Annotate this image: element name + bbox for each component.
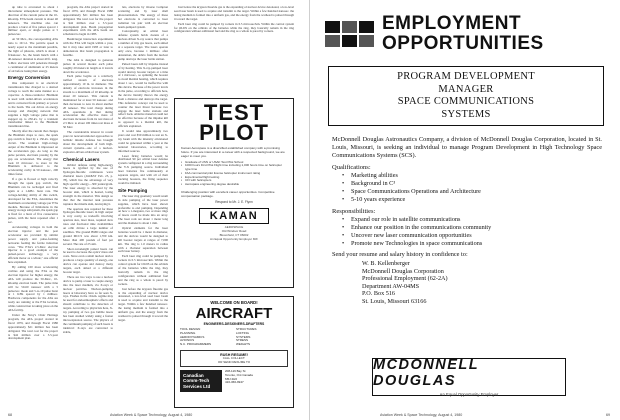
address-line: St. Louis, Missouri 63166: [362, 297, 427, 305]
section-heading: Site Pumping: [118, 187, 148, 193]
list-item: ▪ 1000 hours First Pilot Flight time including 1,000 hours time on helicopter type time: [181, 164, 287, 171]
list-item: • 5-10 years experience: [342, 196, 602, 204]
employment-header: [322, 8, 608, 60]
list-item: • Background in C³: [342, 180, 602, 188]
position-title-line: PROGRAM DEVELOPMENT: [397, 71, 535, 82]
ad-headline: AIRCRAFT: [195, 305, 273, 322]
paragraph: Accelerating voltages in both the electron injector and the post accelerator are provided by similar power supply and pulse-forming networks feeding the ferrite induction cores. "The ETA's 2.5-Mev. electron injector is a good example of the pulsed-power technology, a very efficient motor as a whole," one official here explained.: [8, 225, 58, 265]
list-item: • Promote new Technologies in space communications: [342, 240, 602, 248]
mcdonnell-douglas-logo-box: [372, 358, 566, 396]
list-item: LOFTING: [236, 330, 250, 335]
list-item: • Space Communications Operations and Architecture: [342, 188, 602, 196]
paragraph: Just before the krypton fluoride gas is the expanding of nuclear device detonated, a low-level seed laser beam is used to acquire and transmit to the target. Within a few hundred nanosec. the lasing medium is formed into a uniform gas, and the energy from the warhead is pulsed through it toward the target.: [118, 286, 168, 322]
position-title-line: SYSTEMS: [441, 108, 491, 120]
list-item: • Expand our role in satellite communications: [342, 216, 602, 224]
address-line: McDonnell Douglas Corporation: [362, 267, 444, 275]
contact-line: CALL COLLECT:: [222, 355, 246, 360]
contact-line: OR SEND RESUME TO: [217, 359, 251, 364]
paragraph: up tube is evacuated to about 1 micrometer atmospheric pressure. The direction of the current pulse in the 10-kilostrip. ETA beam current is about 40 nanosecs. The machine also can produce a burst of five pulses spaced 1 millisec apart, or single pulses at 5 pulses/sec.: [8, 6, 58, 37]
list-item: WEIGHTS: [236, 342, 250, 347]
paragraph: Optical elements for the laser batteries would be 1 meter in diameter, and the devices would be designed to kill booster targets at ranges of 7,000 km. The ring is 1.0 meters in radius with a 16-meter separation between each laser battery.: [118, 226, 168, 254]
mailing-address: [362, 260, 602, 306]
paragraph: At 50 Mev., the corresponding ATA ratio is 10/1.2. The particle speed is nearly equal to the maximum possible, the light of photons, which is about 1 ft/nanosec. So, the beam bunch with a 40-nanosec duration is about 40 ft. long. 5-Mev. electrons will penetrate through a centimeter of aluminum or 25 meters of air before losing their energy.: [8, 37, 58, 73]
logo-subtitle: AEROSPACE: [224, 225, 244, 230]
list-item: ▪ Experimental flight testing: [181, 176, 287, 180]
list-item: TOOL DESIGN: [180, 327, 201, 331]
paragraph: It would take approximately two years and cost $50 million to test an X-ray beam with the intensity envisioned could be generated within a year at the national laboratories, according to informed sources.: [118, 129, 168, 153]
job-description: [332, 136, 602, 306]
paragraph: Just before the krypton fluoride gas is the expanding of nuclear device detonated, a low-level seed laser beam is used to acquire and transmit to the target. Within a few hundred nanosec. the lasing medium is formed into a uniform gas, and the energy from the warhead is pulsed through it toward the target.: [174, 6, 294, 21]
mcdonnell-douglas-logo: MCDONNELL DOUGLAS: [373, 357, 479, 389]
list-item: • Marketing abilities: [342, 172, 602, 180]
paragraph: The aperture size required for these hydrogen-fluoride lasers in high output is very costly, so tradeoffs involving aperture size, laser mass, required slew rates and fractional time availabilities on orbit dictate a large number of satellites. The ground BMD ranges and ground MCCS was about 1,700 km. More than 400 pounds of fuel per second. The rate of 25 atm.: [63, 206, 113, 246]
ad-headline: PILOT: [199, 120, 269, 145]
paragraph: Conceptually, an orbital laser defense system holds dozens of a nuclear-driven X-ray source that pumps a number of tiny gas lasers, each aimed at a separate target. The lasers operate only once, because 1 millisec. after detonation, the debris from the nuclear pump destroys the laser battle station.: [118, 29, 168, 61]
qualifications-label: Qualifications:: [332, 164, 371, 171]
address-line: Bloomfield, CT 06002: [219, 233, 249, 238]
list-item: ▪ CFI with helicopters: [181, 179, 287, 183]
responsibilities-list: [342, 216, 602, 248]
logo-line: Comm-Tech: [183, 378, 210, 384]
paragraph: Each laser ring could be pumped by rockets in 0.5 microsec/km. Within the control system for OLDS on the orbitals of the batteries while the ring, they basically remain in the ring configuration without additional fuel and the ring as a whole is pared by rockets.: [118, 254, 168, 286]
paragraph: Under the Navy's Chair Heritage program, the ATA project started in fiscal 1979, and through Fiscal 1980 approximately $21 million has been obligated. The total cost for the project is $42 million over a 3.5-year development plan.: [8, 312, 58, 341]
paragraph: lets, electrons by inverse Compton scattering and by laser shell photoionization. The energy of these hot electrons is converted to laser radiation via pair with an electron beam-pumped system.: [118, 6, 168, 29]
paragraph: The ATA is designed to generate pulses in several modes: each pulse roughly 20 meters in length as it travels down the accelerator.: [63, 57, 113, 74]
running-footer: Aviation Week & Space Technology, August 4, 1980: [110, 413, 193, 417]
job-intro: McDonnell Douglas Astronautics Company, a division of McDonnell Douglas Corporation, located in St. Louis, Missouri, is seeking an individual to manage Program Development in High Technology Space Communications Systems (SCS).: [332, 136, 602, 159]
ad-requirements: [181, 161, 287, 187]
address-line: 208-119 Bay St: [225, 369, 246, 374]
position-title-line: SPACE COMMUNICATIONS: [397, 96, 535, 107]
article-column-2: [63, 6, 113, 410]
list-item: SYSTEMS: [236, 334, 251, 339]
section-title: [382, 14, 544, 54]
contact-box: [180, 350, 288, 367]
paragraph: Pulsed lasers kill by impulse instead of by heating. This X-ray-pumped laser would destroy booster targets at a time of 1 microsec., so spinning the booster to avoid thermal heating, which requires about 1 sec., would be ineffective with this device. Because of the power levels in the pulse, according to officials here, the device literally throws the energy from a distance and destroys the target. This defensive concept can be used to counter the laser threat because two engage the laser battle stations and reflect back. Ablative material could not be effective because of the impulse kill as opposed to a thermal kill, the officials explained.: [118, 61, 168, 129]
list-item: • Uncover new laser communication opportunities: [342, 232, 602, 240]
section-title-line: OPPORTUNITIES: [382, 33, 544, 54]
contact-heading: RUSH RESUME!: [220, 352, 248, 357]
paragraph: Laser firing batteries would be distributed 90 per orbital laser defense system configured in a ring surrounding the Y-X pumping source. Individual laser batteries fire continuously at separate targets, and with all of their tracking boosters, the firing sequence would be initiated.: [118, 153, 168, 185]
ad-body: Kaman Aerospace is a diversified established company with a promising future. If you are interested in a career with a respected background, we are eager to meet you.: [181, 146, 285, 158]
paragraph: Each pulse begins as a relatively rarified stream of electrons approximately 10 m. in diameter. The density of electrons increases in the stream to a maximum of 10 kiloamp. in about 20 nanosec. This current is maintained for at least 50 nanosec. and then decreases to zero in about another 20 nanosec. The total charge during ATA operations is that during acceleration the effective mass of electrons increases from its rest mass of 2.5 Mev. to about 100 times rest mass at 50 Mev.: [63, 74, 113, 130]
address-line: P.O. Box 516: [362, 290, 396, 298]
article-column-1: [8, 6, 58, 410]
paragraph: Beam/target interaction experiments with the ETA will begin within a year, but it may take until 1983 or later to demonstrate that beam propagation is feasible.: [63, 37, 113, 57]
ad-tagline: Challenging position with excellent career opportunities. Competitive compensation package.: [181, 189, 275, 198]
list-item: ▪ Aerospace engineering degree desirable: [181, 183, 287, 187]
kaman-logo: KAMAN: [199, 208, 269, 224]
roles-list: [180, 328, 288, 347]
employment-logo-icon: [322, 12, 376, 56]
running-footer: Aviation Week & Space Technology, August 4, 1980: [380, 413, 463, 417]
paragraph: If a gas is flowed at high velocity through the spark gap switch, the Blumlein can be recharged and fired again at a 1-KHz. burst rate. The voltage-holding ability of this switch, developed for the ETA, determines the maximum accelerating voltage per ETA module. Because of limitations in the energy storage subsystem, the spark gap is fired for a burst of five consecutive pulses, with the burst repeated after 1 sec.: [8, 177, 58, 225]
aircraft-ad: [174, 296, 294, 408]
section-title-line: EMPLOYMENT: [382, 13, 522, 34]
eeo-line: An Equal Opportunity Employer: [439, 392, 499, 397]
position-title-line: MANAGER: [438, 83, 494, 95]
list-item: • Enhance our position in the communications community: [342, 224, 602, 232]
address-line: W. B. Kellenberger: [362, 260, 410, 267]
address-line: Professional Employment (62-2A): [362, 275, 448, 283]
address-line: Toronto, Ont Canada: [225, 372, 253, 377]
ad-footer: [180, 370, 288, 392]
list-item: STRUCTURES: [236, 327, 257, 331]
logo-line: Canadian: [183, 373, 204, 379]
address-line: Old Windsor Road: [221, 229, 247, 234]
right-page: [310, 0, 620, 420]
list-item: PLANNING: [180, 330, 196, 335]
roles-left: [180, 328, 232, 347]
list-item: ▪ Graduate of USN or USAF Test Pilot School: [181, 161, 287, 165]
qualifications-list: [342, 172, 602, 204]
address-line: Department AW-04MS: [362, 282, 420, 290]
page-number: 69: [606, 413, 610, 417]
position-title-box: [328, 66, 604, 126]
list-item: STRESS: [236, 338, 249, 343]
page-number: 68: [8, 413, 12, 417]
paragraph: By adding 100 more accelerating cavities and using the ETA as the electron injector for higher energy, the ATA will produce the 50-Mev., 10-kiloamp electron beam. The pulse time will be 50-60 nanosec with a 5 pulse/sec. mode and 5-to-10 pulse burst at 1 KHz spaced by 1 millisec. Hardware components for the ATA are ready are running at the ETA location, while construction is taking place on the ATA facility.: [8, 265, 58, 313]
ad-welcome: WELCOME ON BOARD!: [210, 300, 258, 305]
article-column-3: [118, 6, 168, 410]
roles-right: [236, 328, 288, 347]
ad-address: [225, 370, 253, 392]
phone-line: 416-366-9947: [225, 380, 244, 385]
paragraph: There are two ways to use a nuclear device to pump a laser to couple energy into the laser medium, via X-rays or nuclear particles. Nuclear-pumping lasers at laboratory have so far seen X-rays. Flashes in the 10-km. regime may be used for endoatmospheric effects and should contribute to the detection of targets. According to physicists here, X-ray pumping of two gas bubble lasers has been studied widely using a fusion microexplosion source. The physics of the continuum pumping of such lasers is identical: X-rays are converted to stable,: [63, 274, 113, 334]
list-item: AVIONICS: [180, 338, 195, 343]
paragraph: The laser ring geometry would result in side pumping of the laser power supplies, which have been shown preferable to end pumping. Depending on how a 1-megaton, two or more rings of lasers could be made into an array. The laser rods are about 1 meter long and the diameter is about 1 mm.: [118, 193, 168, 226]
section-heading: Chemical Lasers: [63, 156, 100, 162]
ad-tag: ENGINEERS-DESIGNERS-DRAFTERS: [203, 322, 265, 326]
responsibilities-label: Responsibilities:: [332, 208, 376, 215]
paragraph: One component is an electrical transmission line charged to a desired voltage to reach the same manner as a capacitor. A three-conductor Blumlein is used with radial-driven accelerators and is converted from primary ac power to the beam. The out drives an energy storage and charging network that supplies a high voltage pulse that is stepped up to 250-kv. by a transient transformer linked to the Blumlein transmission line.: [8, 81, 58, 129]
paragraph: The considerable interest in recent years in nonconventional approaches to ballistic missile defense has brought about the development of both high-current systems—one of a nuclear-explosive-driven orbital laser system.: [63, 130, 113, 154]
address-line: M5J 2H6: [225, 376, 238, 381]
test-pilot-ad: [174, 98, 294, 288]
paragraph: program, the ATA project started in fiscal 1979, and through Fiscal 1980 approximately $21 million has been obligated. The total cost for the project is $42 million over a 3.5-year development plan. Beam propagation experiments with the ATA beam are scheduled to begin in 1983.: [63, 6, 113, 37]
eeo-line: An Equal Opportunity Employer M/F: [209, 236, 259, 241]
paragraph: Each laser ring could be pumped by rockets in 0.5 microsec/km. Within the control system for OLDS on the orbitals of the batteries while the ring, they basically remain in the ring configuration without additional fuel and the ring as a whole is pared by rockets.: [174, 21, 294, 34]
ad-headline: TEST: [203, 100, 265, 125]
paragraph: Shortly after the current that charges the Blumlein drops to zero, the spark gap switch is fired by a 150-kv. trigger circuit. The resultant high-voltage output of the Blumlein is impressed on the acceleration gap. As long as the pulse persists, electrons passing by the gap are accelerated. The energy that took 10 microsec. to store in the Blumlein is delivered to the accelerating cavity in 50 nanosec., 200 times faster.: [8, 129, 58, 177]
paragraph: Short-wavelength pulsed lasers can be used to decrease the optics' mass and costs. Since even a small nuclear device produces a large quantity of energy, one device can operate and destroy many targets, each aimed at a different booster target.: [63, 246, 113, 274]
logo-line: Services Ltd: [183, 383, 211, 389]
paragraph: Orbital defense using high-energy lasers is typified by the use of hydrogen-fluoride continuous wave chemical lasers (AW&ST Feb. 25, p. 78), which has the advantage of very high specific energy—300 joules/gram. The laser energy is absorbed by the booster skin, which is heated, losing strength in the material. This design so that that the internal tank pressure ruptures the missile skin, destroying it.: [63, 162, 113, 206]
send-resume-line: Send your resume and salary history in confidence to:: [332, 251, 468, 258]
comm-tech-logo: [180, 370, 222, 392]
ad-reply: Respond to Mr. J. E. Flynn: [215, 200, 253, 205]
list-item: ▪ FAA commercial pilot license helicopter instrument rating: [181, 172, 287, 176]
list-item: AERODYNAMICS: [180, 334, 205, 339]
section-heading: Energy Conversion: [8, 75, 51, 81]
list-item: N.C. PROGRAMMERS: [180, 342, 212, 347]
article-column-4: [174, 6, 294, 94]
